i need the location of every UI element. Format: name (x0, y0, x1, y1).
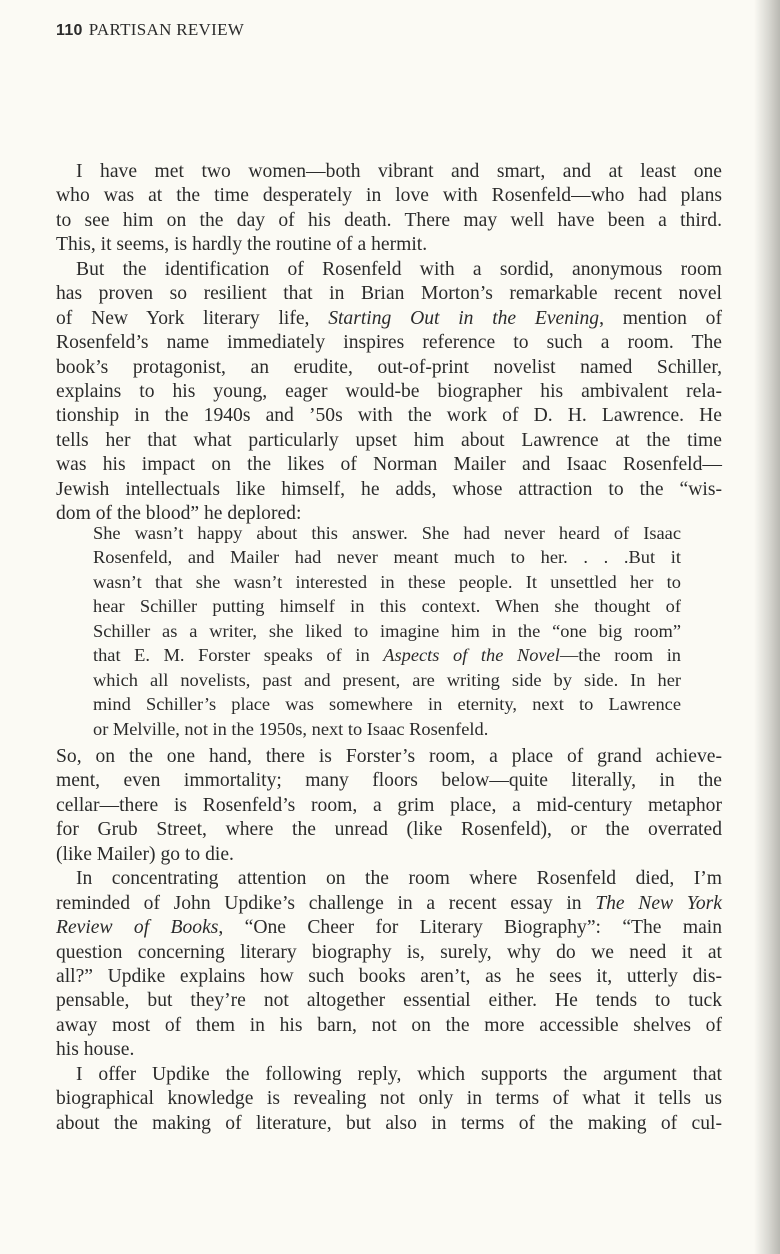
text-line: away most of them in his barn, not on the more accessible shelves of (56, 1014, 722, 1036)
italic-title: The New York (595, 892, 722, 914)
text-line: has proven so resilient that in Brian Morton’s remarkable recent novel (56, 283, 722, 305)
text-line (56, 892, 722, 916)
scan-binding-shadow (754, 0, 780, 1254)
paragraph (56, 258, 722, 527)
text-line: to see him on the day of his death. There may well have been a third. (56, 209, 722, 231)
body-text-bottom (56, 745, 722, 1136)
text-line: which all novelists, past and present, are writing side by side. In her (93, 669, 681, 690)
text-line: So, on the one hand, there is Forster’s room, a place of grand achieve- (56, 746, 722, 767)
text-line: about the making of literature, but also in terms of the making of cul- (56, 1112, 722, 1134)
text-line (56, 916, 722, 940)
italic-title: Starting Out in the Evening (328, 307, 600, 329)
paragraph (56, 745, 722, 867)
running-header (56, 20, 244, 40)
text-line: his house. (56, 1039, 135, 1061)
text-line: question concerning literary biography is, surely, why do we need it at (56, 941, 722, 963)
paragraph (56, 867, 722, 1063)
text-line: cellar—there is Rosenfeld’s room, a grim place, a mid-century metaphor (56, 794, 722, 816)
text-line: This, it seems, is hardly the routine of a hermit. (56, 234, 428, 256)
text-line: or Melville, not in the 1950s, next to Isaac Rosenfeld. (93, 718, 489, 739)
text-line: Rosenfeld, and Mailer had never meant much to her. . . .But it (93, 547, 681, 568)
text-line: I have met two women—both vibrant and smart, and at least one (76, 161, 722, 182)
text-line: pensable, but they’re not altogether essential either. He tends to tuck (56, 990, 722, 1012)
text-line: who was at the time desperately in love with Rosenfeld—who had plans (56, 185, 722, 207)
text-line: But the identification of Rosenfeld with a sordid, anonymous room (76, 258, 722, 280)
text-line: tells her that what particularly upset him about Lawrence at the time (56, 429, 722, 451)
italic-title: Aspects of the Novel (383, 645, 560, 666)
text-line: Jewish intellectuals like himself, he adds, whose attraction to the “wis- (56, 478, 722, 500)
text-line: She wasn’t happy about this answer. She had never heard of Isaac (93, 523, 681, 543)
text-segment: reminded of John Updike’s challenge in a recent essay in (56, 892, 596, 914)
page-number: 110 (56, 22, 83, 39)
text-line (56, 307, 722, 331)
text-line: all?” Updike explains how such books aren’t, as he sees it, utterly dis- (56, 965, 722, 987)
text-line (93, 643, 681, 667)
text-line: dom of the blood” he deplored: (56, 503, 302, 525)
text-line: wasn’t that she wasn’t interested in these people. It unsettled her to (93, 571, 681, 592)
text-segment: that E. M. Forster speaks of in (93, 645, 384, 666)
text-line: Schiller as a writer, she liked to imagine him in the “one big room” (93, 620, 681, 641)
block-quote (93, 521, 681, 741)
journal-title: PARTISAN REVIEW (88, 20, 245, 39)
text-line: biographical knowledge is revealing not only in terms of what it tells us (56, 1088, 722, 1110)
text-segment: of New York literary life, (56, 307, 329, 329)
paragraph (56, 1063, 722, 1136)
paragraph (56, 160, 722, 258)
italic-title: Review of Books (56, 917, 219, 939)
text-line: tionship in the 1940s and ’50s with the work of D. H. Lawrence. He (56, 405, 722, 427)
text-line: for Grub Street, where the unread (like Rosenfeld), or the overrated (56, 819, 722, 841)
text-line: mind Schiller’s place was somewhere in eternity, next to Lawrence (93, 694, 681, 715)
text-line: book’s protagonist, an erudite, out-of-print novelist named Schiller, (56, 356, 722, 378)
text-line: Rosenfeld’s name immediately inspires reference to such a room. The (56, 332, 722, 354)
text-segment: , “One Cheer for Literary Biography”: “The main (218, 917, 723, 939)
text-segment: —the room in (559, 645, 682, 666)
text-line: explains to his young, eager would-be biographer his ambivalent rela- (56, 380, 722, 402)
body-text-top (56, 160, 722, 527)
text-line: hear Schiller putting himself in this context. When she thought of (93, 596, 681, 617)
text-line: I offer Updike the following reply, which supports the argument that (76, 1063, 722, 1085)
text-line: (like Mailer) go to die. (56, 843, 234, 865)
text-segment: , mention of (599, 307, 722, 329)
text-line: In concentrating attention on the room where Rosenfeld died, I’m (76, 868, 722, 890)
text-line: ment, even immortality; many floors below—quite literally, in the (56, 770, 722, 792)
text-line: was his impact on the likes of Norman Mailer and Isaac Rosenfeld— (56, 454, 722, 476)
